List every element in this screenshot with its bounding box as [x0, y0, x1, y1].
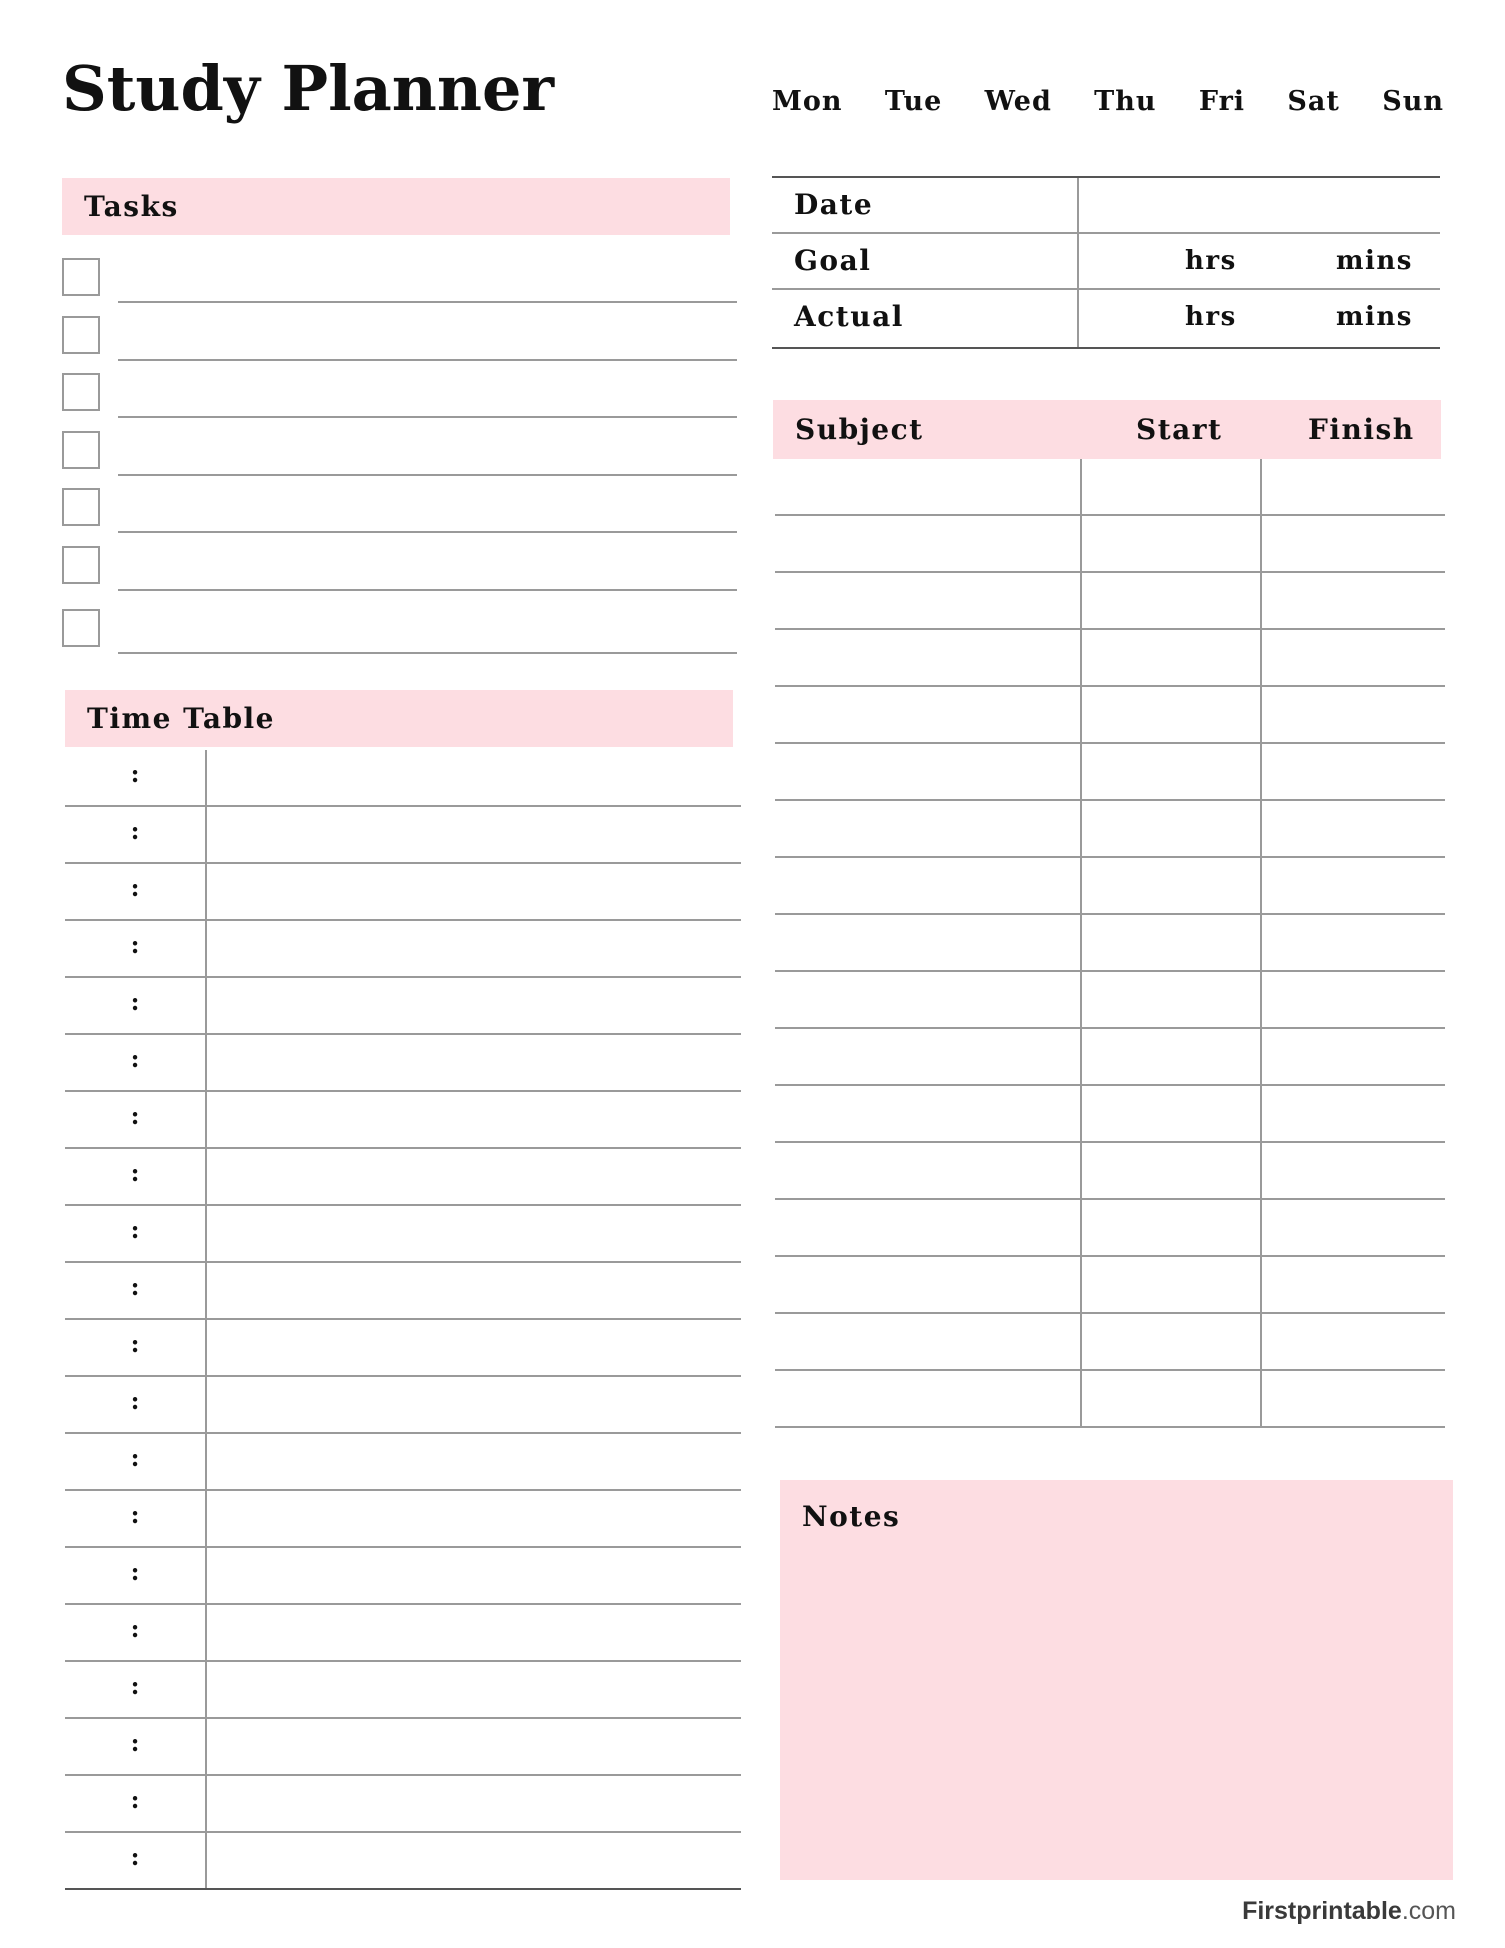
page-title: Study Planner: [62, 52, 555, 125]
timetable-entry-field[interactable]: [209, 1548, 741, 1603]
date-label: Date: [794, 188, 874, 221]
timetable-row: [65, 1035, 741, 1092]
task-entry-line[interactable]: [118, 652, 737, 654]
task-row: [62, 597, 737, 654]
actual-minutes-field[interactable]: [1262, 296, 1322, 338]
subject-name-cell[interactable]: [775, 1257, 1080, 1314]
timetable-entry-field[interactable]: [209, 1149, 741, 1204]
subject-name-cell[interactable]: [775, 801, 1080, 858]
subject-start-cell[interactable]: [1080, 972, 1262, 1029]
subject-finish-cell[interactable]: [1260, 1086, 1445, 1143]
day-fri[interactable]: Fri: [1198, 86, 1246, 117]
day-wed[interactable]: Wed: [984, 86, 1052, 117]
timetable-time-field[interactable]: :: [65, 1263, 207, 1318]
subject-start-cell[interactable]: [1080, 1200, 1262, 1257]
column-divider: [1077, 178, 1079, 232]
timetable-time-field[interactable]: :: [65, 864, 207, 919]
timetable-time-field[interactable]: :: [65, 1377, 207, 1432]
day-sun[interactable]: Sun: [1382, 86, 1444, 117]
timetable-entry-field[interactable]: [209, 1035, 741, 1090]
subject-row: [775, 744, 1445, 801]
subject-name-cell[interactable]: [775, 516, 1080, 573]
tasks-heading: [62, 178, 730, 235]
timetable-time-field[interactable]: :: [65, 1833, 207, 1888]
date-row: [772, 178, 1440, 234]
actual-minutes-unit: mins: [1336, 302, 1413, 332]
timetable-time-field[interactable]: :: [65, 1092, 207, 1147]
subject-name-cell[interactable]: [775, 1029, 1080, 1086]
subject-finish-cell[interactable]: [1260, 801, 1445, 858]
subject-finish-cell[interactable]: [1260, 630, 1445, 687]
timetable-row: [65, 1776, 741, 1833]
timetable-row: [65, 1263, 741, 1320]
timetable-entry-field[interactable]: [209, 1263, 741, 1318]
actual-hours-unit: hrs: [1185, 302, 1237, 332]
subject-finish-cell[interactable]: [1260, 972, 1445, 1029]
timetable-time-field[interactable]: :: [65, 1035, 207, 1090]
subject-name-cell[interactable]: [775, 1143, 1080, 1200]
subject-column-label: Subject: [795, 413, 924, 446]
timetable-entry-field[interactable]: [209, 807, 741, 862]
goal-hours-field[interactable]: [1084, 240, 1184, 282]
subject-start-cell[interactable]: [1080, 687, 1262, 744]
subject-finish-cell[interactable]: [1260, 1143, 1445, 1200]
subject-finish-cell[interactable]: [1260, 687, 1445, 744]
timetable-row: [65, 1206, 741, 1263]
subject-row: [775, 1086, 1445, 1143]
subject-row: [775, 1200, 1445, 1257]
subject-name-cell[interactable]: [775, 630, 1080, 687]
task-row: [62, 476, 737, 533]
timetable-row: [65, 1377, 741, 1434]
day-tue[interactable]: Tue: [884, 86, 943, 117]
subject-finish-cell[interactable]: [1260, 744, 1445, 801]
subject-row: [775, 915, 1445, 972]
goal-label: Goal: [794, 244, 872, 277]
date-field[interactable]: [1084, 184, 1432, 226]
subject-name-cell[interactable]: [775, 687, 1080, 744]
timetable-entry-field[interactable]: [209, 1320, 741, 1375]
subject-name-cell[interactable]: [775, 1086, 1080, 1143]
timetable-entry-field[interactable]: [209, 1491, 741, 1546]
timetable-row: [65, 1320, 741, 1377]
task-checkbox[interactable]: [62, 488, 100, 526]
subject-finish-cell[interactable]: [1260, 1371, 1445, 1428]
subject-finish-cell[interactable]: [1260, 1257, 1445, 1314]
subject-finish-cell[interactable]: [1260, 573, 1445, 630]
timetable-entry-field[interactable]: [209, 750, 741, 805]
timetable-row: [65, 921, 741, 978]
timetable-time-field[interactable]: :: [65, 1719, 207, 1774]
subject-row: [775, 972, 1445, 1029]
timetable-time-field[interactable]: :: [65, 1206, 207, 1261]
subject-start-cell[interactable]: [1080, 744, 1262, 801]
subject-name-cell[interactable]: [775, 1371, 1080, 1428]
timetable-time-field[interactable]: :: [65, 1149, 207, 1204]
subject-name-cell[interactable]: [775, 573, 1080, 630]
subject-name-cell[interactable]: [775, 744, 1080, 801]
subject-row: [775, 1314, 1445, 1371]
subject-start-cell[interactable]: [1080, 630, 1262, 687]
subject-finish-cell[interactable]: [1260, 1029, 1445, 1086]
timetable-entry-field[interactable]: [209, 864, 741, 919]
subject-row: [775, 1029, 1445, 1086]
subject-name-cell[interactable]: [775, 972, 1080, 1029]
tasks-heading-label: Tasks: [84, 190, 179, 223]
timetable-time-field[interactable]: :: [65, 1662, 207, 1717]
task-checkbox[interactable]: [62, 546, 100, 584]
timetable-entry-field[interactable]: [209, 978, 741, 1033]
notes-heading: Notes: [802, 1500, 901, 1533]
day-sat[interactable]: Sat: [1287, 86, 1340, 117]
timetable-time-field[interactable]: :: [65, 1434, 207, 1489]
timetable-row: [65, 1491, 741, 1548]
timetable-row: [65, 864, 741, 921]
day-mon[interactable]: Mon: [772, 86, 843, 117]
subject-name-cell[interactable]: [775, 915, 1080, 972]
subject-start-cell[interactable]: [1080, 516, 1262, 573]
subject-row: [775, 801, 1445, 858]
timetable-entry-field[interactable]: [209, 1719, 741, 1774]
subject-start-cell[interactable]: [1080, 1371, 1262, 1428]
task-checkbox[interactable]: [62, 258, 100, 296]
start-column-label: Start: [1136, 413, 1223, 446]
timetable-entry-field[interactable]: [209, 921, 741, 976]
brand-name: Firstprintable: [1242, 1897, 1402, 1925]
subject-name-cell[interactable]: [775, 459, 1080, 516]
column-divider: [1077, 234, 1079, 288]
subject-row: [775, 858, 1445, 915]
goal-minutes-field[interactable]: [1262, 240, 1322, 282]
brand-watermark: [1242, 1897, 1456, 1926]
task-checkbox[interactable]: [62, 373, 100, 411]
timetable-heading-label: Time Table: [87, 702, 275, 735]
day-thu[interactable]: Thu: [1094, 86, 1157, 117]
timetable-entry-field[interactable]: [209, 1605, 741, 1660]
task-checkbox[interactable]: [62, 316, 100, 354]
subject-finish-cell[interactable]: [1260, 915, 1445, 972]
timetable-entry-field[interactable]: [209, 1206, 741, 1261]
subject-start-cell[interactable]: [1080, 1314, 1262, 1371]
goal-minutes-unit: mins: [1336, 246, 1413, 276]
weekday-selector: [770, 86, 1446, 117]
task-entry-line[interactable]: [118, 589, 737, 591]
task-row: [62, 534, 737, 591]
subject-row: [775, 573, 1445, 630]
subject-finish-cell[interactable]: [1260, 516, 1445, 573]
goal-hours-unit: hrs: [1185, 246, 1237, 276]
timetable-row: [65, 1719, 741, 1776]
subject-start-cell[interactable]: [1080, 858, 1262, 915]
timetable-entry-field[interactable]: [209, 1377, 741, 1432]
timetable-row: [65, 1833, 741, 1890]
subject-row: [775, 1143, 1445, 1200]
timetable-row: [65, 1149, 741, 1206]
timetable-time-field[interactable]: :: [65, 921, 207, 976]
subject-start-cell[interactable]: [1080, 459, 1262, 516]
task-row: [62, 419, 737, 476]
task-checkbox[interactable]: [62, 431, 100, 469]
subject-finish-cell[interactable]: [1260, 858, 1445, 915]
subject-start-cell[interactable]: [1080, 1257, 1262, 1314]
timetable-time-field[interactable]: :: [65, 1320, 207, 1375]
finish-column-label: Finish: [1308, 413, 1415, 446]
subject-table-header: [773, 400, 1441, 459]
task-checkbox[interactable]: [62, 609, 100, 647]
subject-name-cell[interactable]: [775, 858, 1080, 915]
subject-start-cell[interactable]: [1080, 915, 1262, 972]
timetable-time-field[interactable]: :: [65, 978, 207, 1033]
subject-row: [775, 630, 1445, 687]
timetable-row: [65, 1548, 741, 1605]
subject-row: [775, 1371, 1445, 1428]
task-row: [62, 304, 737, 361]
column-divider: [1077, 290, 1079, 347]
subject-start-cell[interactable]: [1080, 1143, 1262, 1200]
task-row: [62, 361, 737, 418]
subject-finish-cell[interactable]: [1260, 459, 1445, 516]
subject-name-cell[interactable]: [775, 1200, 1080, 1257]
notes-area[interactable]: [780, 1480, 1453, 1880]
actual-hours-field[interactable]: [1084, 296, 1184, 338]
timetable-entry-field[interactable]: [209, 1776, 741, 1831]
subject-row: [775, 459, 1445, 516]
subject-start-cell[interactable]: [1080, 573, 1262, 630]
actual-label: Actual: [794, 300, 904, 333]
timetable-entry-field[interactable]: [209, 1662, 741, 1717]
timetable-row: [65, 1605, 741, 1662]
brand-suffix: .com: [1401, 1897, 1456, 1925]
subject-finish-cell[interactable]: [1260, 1200, 1445, 1257]
daily-summary-table: [772, 176, 1440, 349]
timetable-heading: [65, 690, 733, 747]
timetable-entry-field[interactable]: [209, 1092, 741, 1147]
subject-row: [775, 516, 1445, 573]
subject-start-cell[interactable]: [1080, 801, 1262, 858]
timetable-time-field[interactable]: :: [65, 1605, 207, 1660]
timetable-row: [65, 1092, 741, 1149]
task-row: [62, 246, 737, 303]
goal-row: [772, 234, 1440, 290]
timetable-row: [65, 978, 741, 1035]
timetable-time-field[interactable]: :: [65, 807, 207, 862]
subject-row: [775, 1257, 1445, 1314]
timetable-row: [65, 1662, 741, 1719]
subject-start-cell[interactable]: [1080, 1086, 1262, 1143]
subject-start-cell[interactable]: [1080, 1029, 1262, 1086]
timetable-time-field[interactable]: :: [65, 1776, 207, 1831]
timetable-entry-field[interactable]: [209, 1833, 741, 1888]
timetable-row: [65, 1434, 741, 1491]
timetable-time-field[interactable]: :: [65, 1548, 207, 1603]
timetable-time-field[interactable]: :: [65, 1491, 207, 1546]
timetable-row: [65, 750, 741, 807]
timetable-row: [65, 807, 741, 864]
subject-name-cell[interactable]: [775, 1314, 1080, 1371]
actual-row: [772, 290, 1440, 347]
subject-finish-cell[interactable]: [1260, 1314, 1445, 1371]
subject-row: [775, 687, 1445, 744]
timetable-entry-field[interactable]: [209, 1434, 741, 1489]
timetable-time-field[interactable]: :: [65, 750, 207, 805]
